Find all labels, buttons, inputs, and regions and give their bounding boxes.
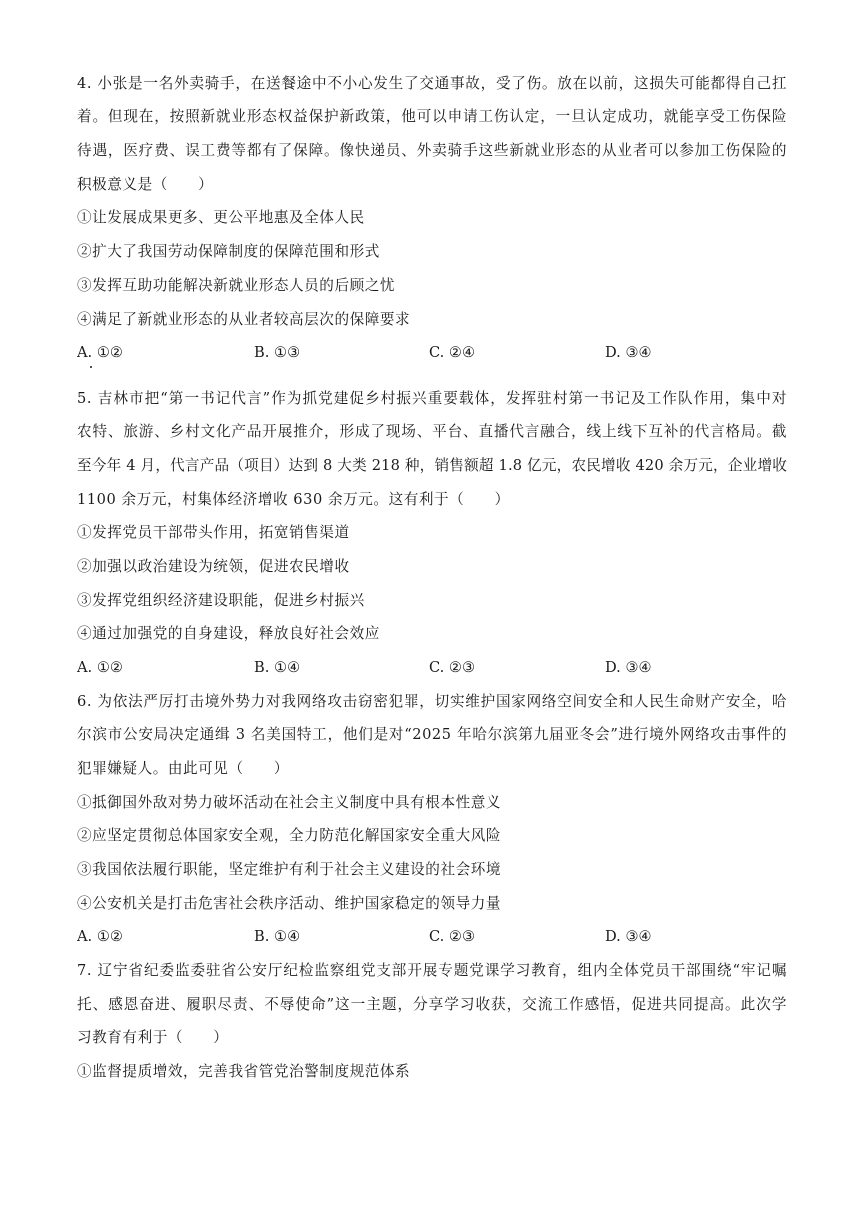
statement-item: ③我国依法履行职能，坚定维护有利于社会主义建设的社会环境 — [77, 861, 502, 878]
question-stem-line: 农特、旅游、乡村文化产品开展推介，形成了现场、平台、直播代言融合，线上线下互补的代言格局。截 — [77, 423, 787, 440]
statement-item: ②扩大了我国劳动保障制度的保障范围和形式 — [77, 243, 380, 260]
statement-item: ④通过加强党的自身建设，释放良好社会效应 — [77, 625, 380, 642]
question-stem-line: 7. 辽宁省纪委监委驻省公安厅纪检监察组党支部开展专题党课学习教育，组内全体党员干部围绕“牢记嘱 — [77, 962, 787, 979]
question-stem-line: 尔滨市公安局决定通缉 3 名美国特工，他们是对“2025 年哈尔滨第九届亚冬会”进行境外网络攻击事件的 — [77, 726, 787, 743]
question-stem-line: 着。但现在，按照新就业形态权益保护新政策，他可以申请工伤认定，一旦认定成功，就能享受工伤保险 — [77, 108, 787, 125]
statement-item: ④满足了新就业形态的从业者较高层次的保障要求 — [77, 311, 411, 328]
question-stem-line: 习教育有利于（ ） — [77, 1029, 229, 1046]
statement-item: ①监督提质增效，完善我省管党治警制度规范体系 — [77, 1063, 411, 1080]
option-c: C. ②④ — [429, 344, 476, 361]
question-stem-line: 1100 余万元，村集体经济增收 630 余万元。这有利于（ ） — [77, 491, 510, 508]
option-b: B. ①③ — [254, 344, 301, 361]
option-b: B. ①④ — [254, 659, 301, 676]
option-a: A. ①② — [77, 344, 123, 361]
question-stem-line: 至今年 4 月，代言产品（项目）达到 8 大类 218 种，销售额超 1.8 亿元，农民增收 420 余万元，企业增收 — [77, 457, 787, 474]
question-stem-line: 6. 为依法严厉打击境外势力对我网络攻击窃密犯罪，切实维护国家网络空间安全和人民生命财产安全，哈 — [77, 693, 787, 710]
option-a: A. ①② — [77, 928, 123, 945]
question-stem-line: 待遇，医疗费、误工费等都有了保障。像快递员、外卖骑手这些新就业形态的从业者可以参加工伤保险的 — [77, 142, 787, 159]
option-d: D. ③④ — [605, 659, 652, 676]
stray-dot-mark — [90, 366, 92, 368]
option-b: B. ①④ — [254, 928, 301, 945]
option-d: D. ③④ — [605, 928, 652, 945]
statement-item: ④公安机关是打击危害社会秩序活动、维护国家稳定的领导力量 — [77, 895, 502, 912]
statement-item: ①发挥党员干部带头作用，拓宽销售渠道 — [77, 524, 350, 541]
option-a: A. ①② — [77, 659, 123, 676]
statement-item: ①抵御国外敌对势力破坏活动在社会主义制度中具有根本性意义 — [77, 794, 502, 811]
question-stem-line: 5. 吉林市把“第一书记代言”作为抓党建促乡村振兴重要载体，发挥驻村第一书记及工作队作用，集中对 — [77, 390, 787, 407]
statement-item: ③发挥党组织经济建设职能，促进乡村振兴 — [77, 592, 365, 609]
option-c: C. ②③ — [429, 659, 476, 676]
statement-item: ②加强以政治建设为统领，促进农民增收 — [77, 558, 350, 575]
statement-item: ②应坚定贯彻总体国家安全观，全力防范化解国家安全重大风险 — [77, 827, 502, 844]
question-stem-line: 4. 小张是一名外卖骑手，在送餐途中不小心发生了交通事故，受了伤。放在以前，这损失可能都得自己扛 — [77, 75, 787, 92]
option-d: D. ③④ — [605, 344, 652, 361]
question-stem-line: 托、感恩奋进、履职尽责、不辱使命”这一主题，分享学习收获，交流工作感悟，促进共同提高。此次学 — [77, 996, 787, 1013]
statement-item: ③发挥互助功能解决新就业形态人员的后顾之忧 — [77, 277, 396, 294]
question-stem-line: 犯罪嫌疑人。由此可见（ ） — [77, 760, 290, 777]
statement-item: ①让发展成果更多、更公平地惠及全体人民 — [77, 209, 365, 226]
option-c: C. ②③ — [429, 928, 476, 945]
question-stem-line: 积极意义是（ ） — [77, 176, 214, 193]
